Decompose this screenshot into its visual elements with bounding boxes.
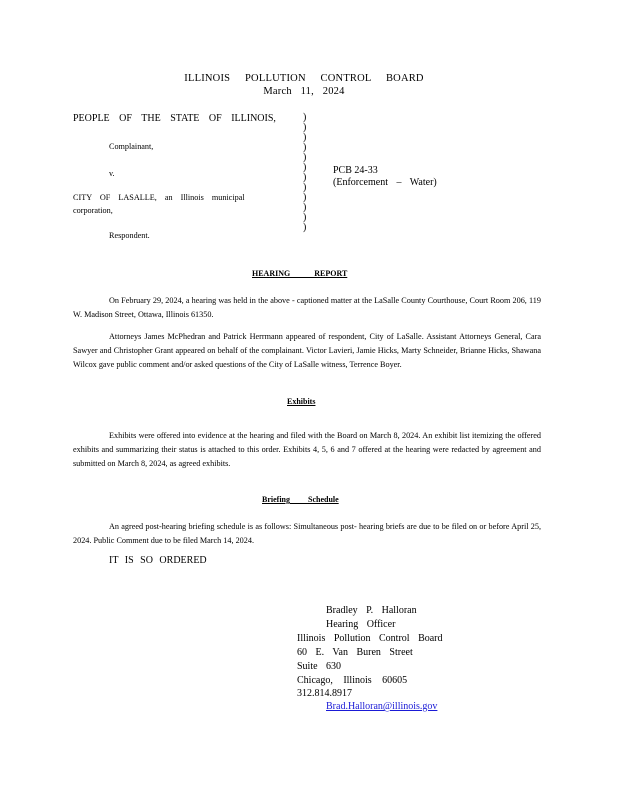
briefing-paragraph: An agreed post-hearing briefing schedule is as follows: Simultaneous post- hearing briefs are due to be filed on or before April 25, 2024. Public Comment due to be filed March 14, 2024. — [73, 522, 541, 545]
caption-parentheses: ) ) ) ) ) ) ) ) ) ) ) ) — [303, 112, 307, 233]
signature-street: 60 E. Van Buren Street — [297, 647, 413, 658]
respondent-label: Respondent. — [109, 231, 150, 240]
signature-city: Chicago, Illinois 60605 — [297, 675, 408, 686]
complainant-label: Complainant, — [109, 142, 154, 151]
signature-suite: Suite 630 — [297, 661, 342, 672]
signature-email-link[interactable]: Brad.Halloran@illinois.gov — [326, 701, 438, 712]
case-type: (Enforcement – Water) — [333, 177, 437, 188]
plaintiff-name: PEOPLE OF THE STATE OF ILLINOIS, — [73, 113, 276, 124]
signature-name: Bradley P. Halloran — [326, 605, 417, 616]
case-number: PCB 24-33 — [333, 165, 378, 176]
report-heading: HEARING REPORT — [252, 269, 348, 278]
exhibits-paragraph: Exhibits were offered into evidence at the hearing and filed with the Board on March 8, 2024. An exhibit list itemizing the offered exhibits and summarizing their status is attached to this order. Exhibits 4, 5, 6 and 7 offered at the hearing were redacted by agreement and submitted on March 8, 2024, as agreed exhibits. — [73, 431, 541, 468]
hearing-paragraph: On February 29, 2024, a hearing was held in the above - captioned matter at the LaSalle County Courthouse, Court Room 206, 119 W. Madison Street, Ottawa, Illinois 61350. — [73, 296, 541, 319]
versus-label: v. — [109, 169, 115, 178]
defendant-line1: CITY OF LASALLE, an Illinois municipal — [73, 193, 245, 202]
defendant-line2: corporation, — [73, 206, 113, 215]
signature-title: Hearing Officer — [326, 619, 396, 630]
so-ordered: IT IS SO ORDERED — [109, 555, 207, 566]
briefing-heading: Briefing Schedule — [262, 495, 339, 504]
exhibits-heading: Exhibits — [287, 397, 316, 406]
board-date: March 11, 2024 — [263, 86, 345, 97]
board-title: ILLINOIS POLLUTION CONTROL BOARD — [184, 73, 424, 84]
signature-phone: 312.814.8917 — [297, 688, 352, 699]
signature-org: Illinois Pollution Control Board — [297, 633, 443, 644]
attendance-paragraph: Attorneys James McPhedran and Patrick Herrmann appeared of respondent, City of LaSalle. Assistant Attorneys General, Cara Sawyer and Christopher Grant appeared on behalf of the complainant. Victor Lavieri, Jamie Hicks, Marty Schneider, Brianne Hicks, Shawana Wilcox gave public comment and/or asked questions of the City of LaSalle witness, Terrence Boyer. — [73, 332, 541, 369]
